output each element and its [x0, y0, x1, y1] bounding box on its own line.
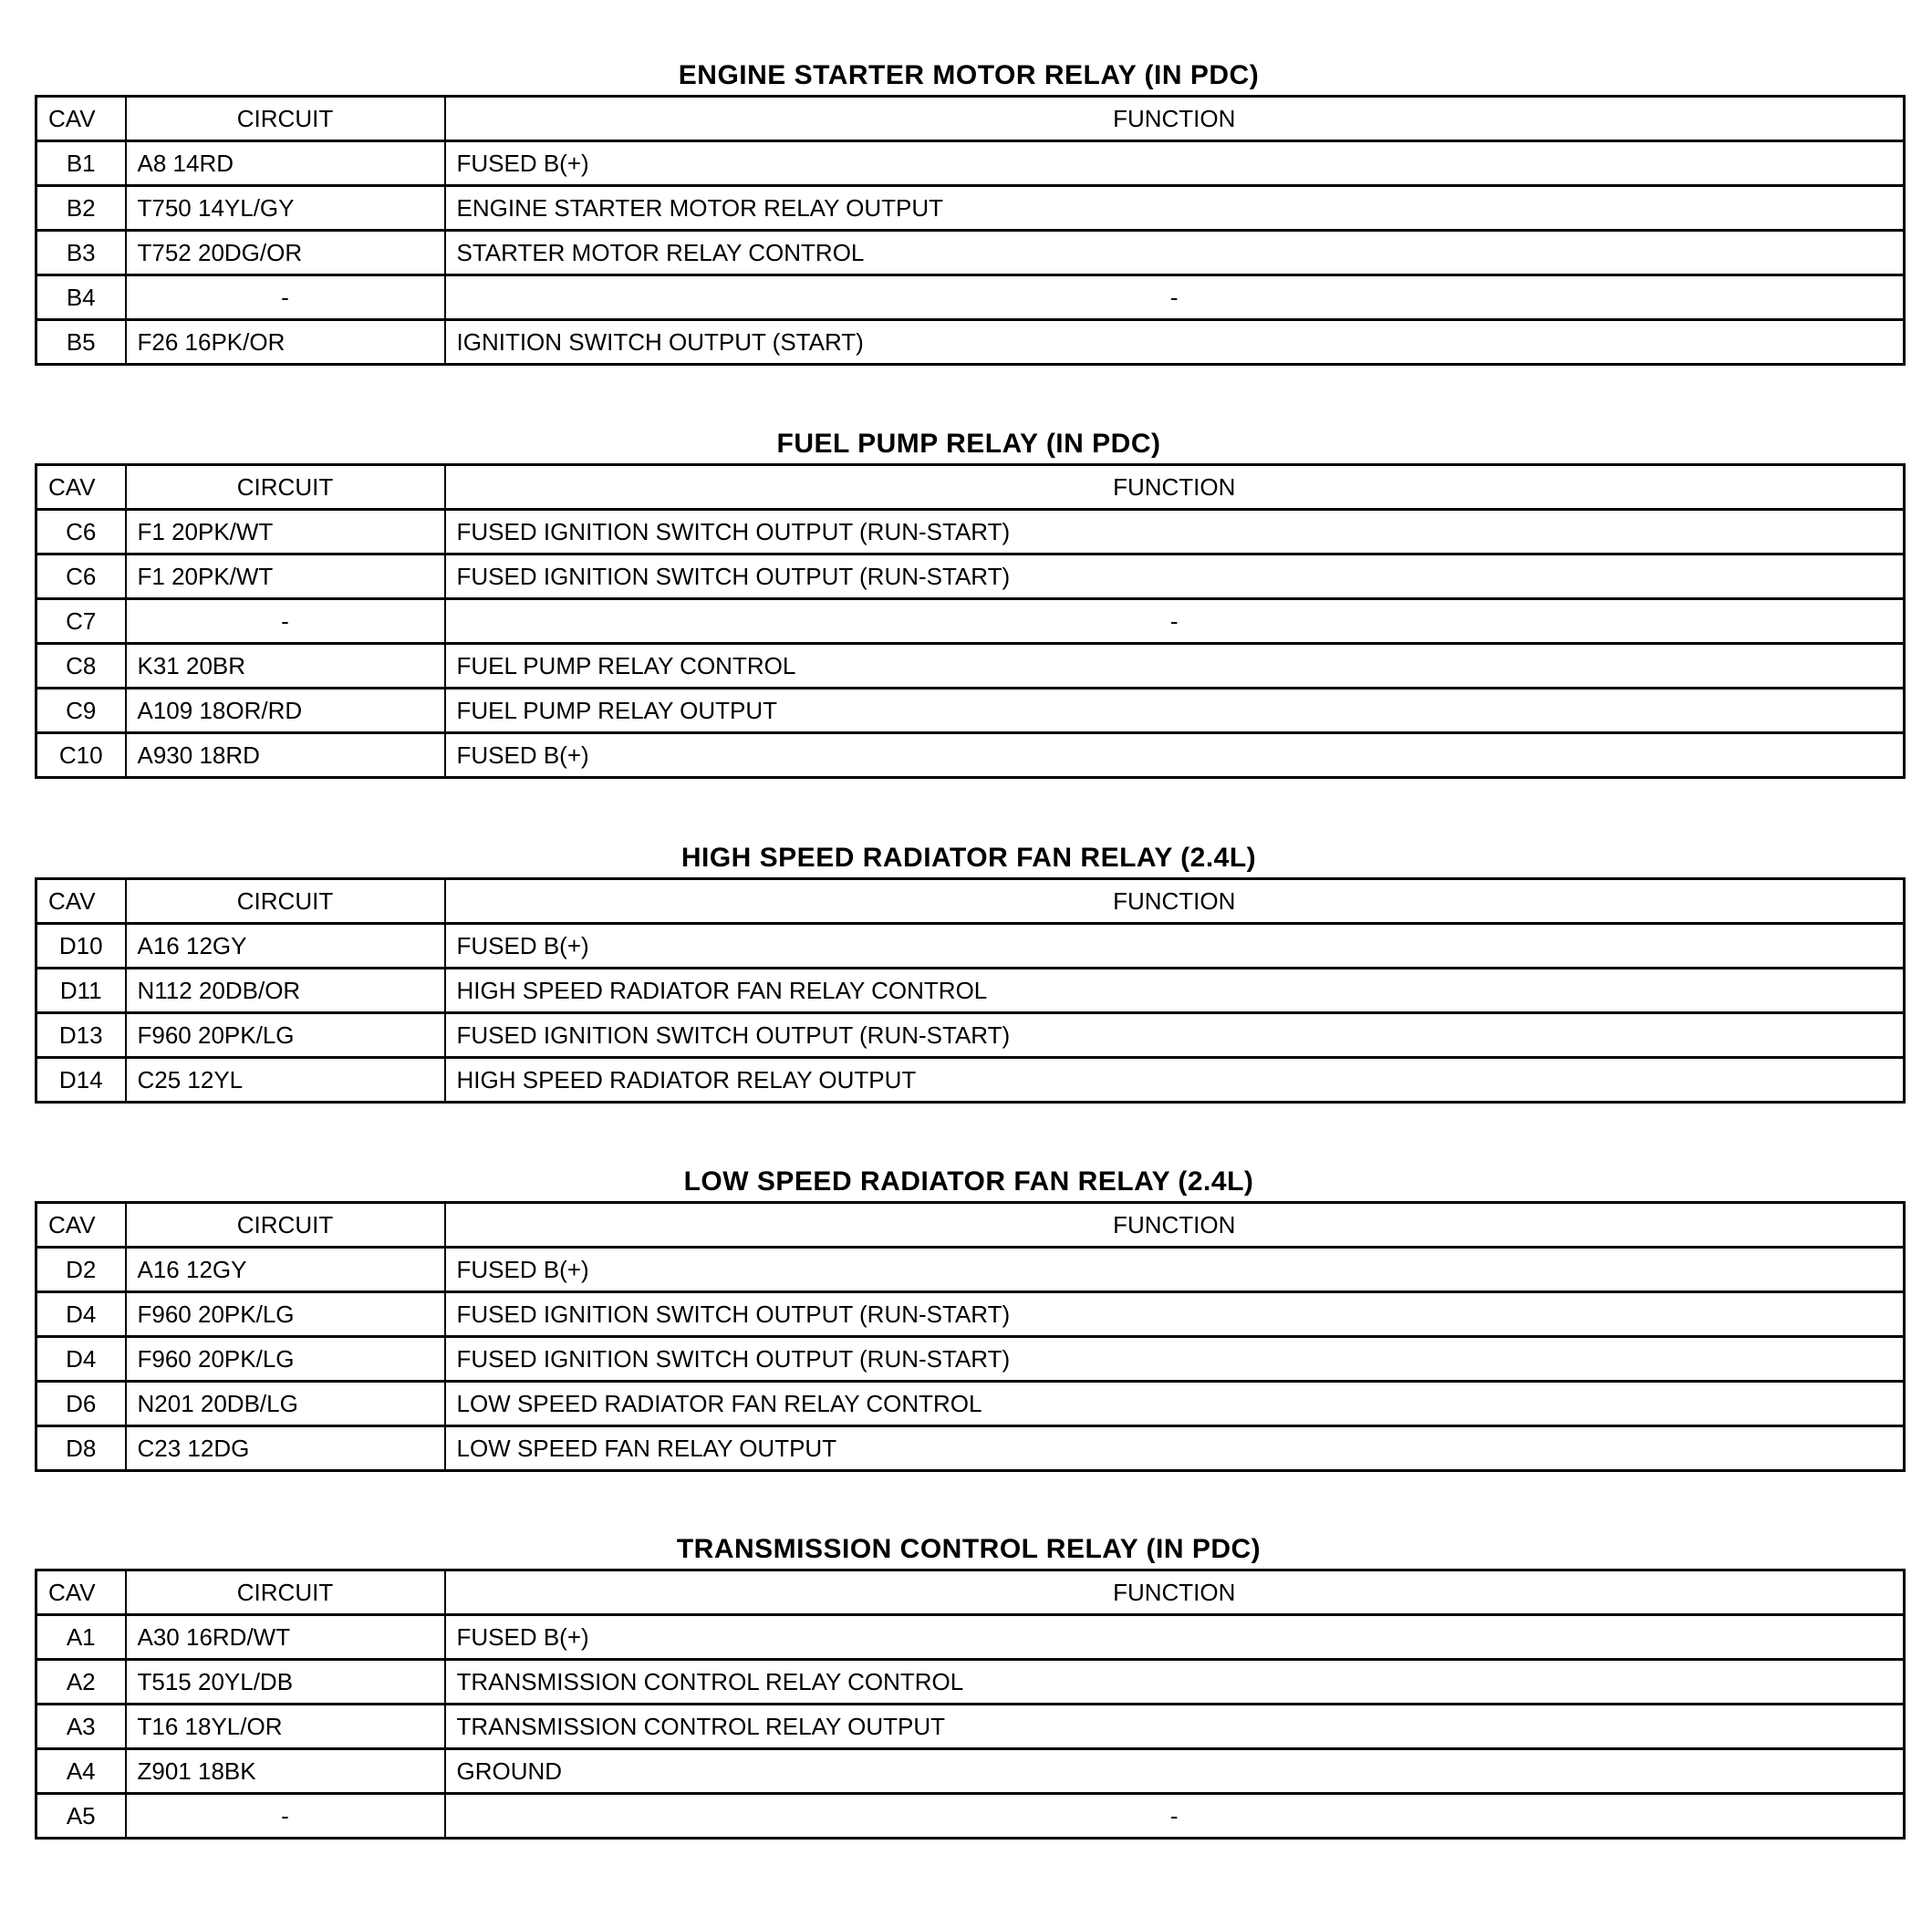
cav-cell: D2	[36, 1248, 126, 1292]
header-cav: CAV	[36, 1203, 126, 1248]
circuit-cell: F1 20PK/WT	[126, 510, 445, 554]
circuit-cell: K31 20BR	[126, 644, 445, 689]
cav-cell: A5	[36, 1794, 126, 1839]
table-row	[36, 689, 1905, 733]
header-function: FUNCTION	[445, 97, 1905, 141]
circuit-cell: A109 18OR/RD	[126, 689, 445, 733]
function-cell: FUEL PUMP RELAY OUTPUT	[445, 689, 1905, 733]
circuit-cell: -	[126, 1794, 445, 1839]
function-cell: TRANSMISSION CONTROL RELAY OUTPUT	[445, 1705, 1905, 1749]
table-row	[36, 1292, 1905, 1337]
circuit-cell: T752 20DG/OR	[126, 231, 445, 275]
function-cell: FUSED B(+)	[445, 141, 1905, 186]
section-title: FUEL PUMP RELAY (IN PDC)	[776, 429, 1161, 459]
function-cell: FUEL PUMP RELAY CONTROL	[445, 644, 1905, 689]
function-cell: FUSED B(+)	[445, 1615, 1905, 1660]
circuit-cell: A8 14RD	[126, 141, 445, 186]
table-row	[36, 1426, 1905, 1471]
header-function: FUNCTION	[445, 1570, 1905, 1615]
cav-cell: A2	[36, 1660, 126, 1705]
function-cell: FUSED B(+)	[445, 733, 1905, 778]
circuit-cell: F960 20PK/LG	[126, 1337, 445, 1382]
header-function: FUNCTION	[445, 879, 1905, 924]
section-title: HIGH SPEED RADIATOR FAN RELAY (2.4L)	[680, 843, 1257, 873]
cav-cell: C8	[36, 644, 126, 689]
circuit-cell: A16 12GY	[126, 924, 445, 969]
pinout-table	[35, 95, 1906, 366]
circuit-cell: -	[126, 275, 445, 320]
table-row	[36, 320, 1905, 365]
function-cell: HIGH SPEED RADIATOR RELAY OUTPUT	[445, 1058, 1905, 1103]
cav-cell: C6	[36, 554, 126, 599]
table-header-row	[36, 1203, 1905, 1248]
header-cav: CAV	[36, 1570, 126, 1615]
header-function: FUNCTION	[445, 1203, 1905, 1248]
function-cell: FUSED IGNITION SWITCH OUTPUT (RUN-START)	[445, 1292, 1905, 1337]
cav-cell: B4	[36, 275, 126, 320]
table-row	[36, 1382, 1905, 1426]
cav-cell: D13	[36, 1013, 126, 1058]
header-function: FUNCTION	[445, 465, 1905, 510]
function-cell: IGNITION SWITCH OUTPUT (START)	[445, 320, 1905, 365]
header-cav: CAV	[36, 465, 126, 510]
function-cell: -	[445, 1794, 1905, 1839]
section-title: ENGINE STARTER MOTOR RELAY (IN PDC)	[678, 60, 1260, 90]
cav-cell: B1	[36, 141, 126, 186]
pinout-table	[35, 1201, 1906, 1472]
cav-cell: C6	[36, 510, 126, 554]
circuit-cell: F26 16PK/OR	[126, 320, 445, 365]
table-row	[36, 231, 1905, 275]
circuit-cell: A930 18RD	[126, 733, 445, 778]
circuit-cell: C25 12YL	[126, 1058, 445, 1103]
cav-cell: D4	[36, 1337, 126, 1382]
table-row	[36, 1705, 1905, 1749]
circuit-cell: -	[126, 599, 445, 644]
table-row	[36, 733, 1905, 778]
table-row	[36, 1013, 1905, 1058]
cav-cell: B3	[36, 231, 126, 275]
function-cell: FUSED B(+)	[445, 1248, 1905, 1292]
function-cell: FUSED IGNITION SWITCH OUTPUT (RUN-START)	[445, 554, 1905, 599]
function-cell: FUSED B(+)	[445, 924, 1905, 969]
header-circuit: CIRCUIT	[126, 1570, 445, 1615]
table-row	[36, 186, 1905, 231]
table-row	[36, 1794, 1905, 1839]
cav-cell: A4	[36, 1749, 126, 1794]
pinout-table	[35, 463, 1906, 779]
table-row	[36, 275, 1905, 320]
header-cav: CAV	[36, 97, 126, 141]
cav-cell: D10	[36, 924, 126, 969]
section-title: TRANSMISSION CONTROL RELAY (IN PDC)	[676, 1534, 1262, 1564]
cav-cell: D4	[36, 1292, 126, 1337]
table-row	[36, 1749, 1905, 1794]
cav-cell: D14	[36, 1058, 126, 1103]
circuit-cell: F960 20PK/LG	[126, 1292, 445, 1337]
function-cell: ENGINE STARTER MOTOR RELAY OUTPUT	[445, 186, 1905, 231]
circuit-cell: Z901 18BK	[126, 1749, 445, 1794]
header-circuit: CIRCUIT	[126, 465, 445, 510]
circuit-cell: A30 16RD/WT	[126, 1615, 445, 1660]
table-row	[36, 1058, 1905, 1103]
table-row	[36, 1660, 1905, 1705]
circuit-cell: N112 20DB/OR	[126, 969, 445, 1013]
function-cell: FUSED IGNITION SWITCH OUTPUT (RUN-START)	[445, 1337, 1905, 1382]
circuit-cell: T16 18YL/OR	[126, 1705, 445, 1749]
table-header-row	[36, 1570, 1905, 1615]
circuit-cell: T515 20YL/DB	[126, 1660, 445, 1705]
function-cell: LOW SPEED FAN RELAY OUTPUT	[445, 1426, 1905, 1471]
circuit-cell: F1 20PK/WT	[126, 554, 445, 599]
table-row	[36, 141, 1905, 186]
cav-cell: D11	[36, 969, 126, 1013]
function-cell: -	[445, 599, 1905, 644]
cav-cell: C10	[36, 733, 126, 778]
table-row	[36, 1337, 1905, 1382]
cav-cell: C7	[36, 599, 126, 644]
cav-cell: A3	[36, 1705, 126, 1749]
header-cav: CAV	[36, 879, 126, 924]
circuit-cell: F960 20PK/LG	[126, 1013, 445, 1058]
cav-cell: D6	[36, 1382, 126, 1426]
function-cell: LOW SPEED RADIATOR FAN RELAY CONTROL	[445, 1382, 1905, 1426]
pinout-table	[35, 1569, 1906, 1840]
function-cell: HIGH SPEED RADIATOR FAN RELAY CONTROL	[445, 969, 1905, 1013]
circuit-cell: N201 20DB/LG	[126, 1382, 445, 1426]
circuit-cell: T750 14YL/GY	[126, 186, 445, 231]
table-row	[36, 554, 1905, 599]
cav-cell: A1	[36, 1615, 126, 1660]
cav-cell: B5	[36, 320, 126, 365]
header-circuit: CIRCUIT	[126, 1203, 445, 1248]
table-row	[36, 924, 1905, 969]
cav-cell: D8	[36, 1426, 126, 1471]
table-row	[36, 1248, 1905, 1292]
table-row	[36, 969, 1905, 1013]
section-title: LOW SPEED RADIATOR FAN RELAY (2.4L)	[683, 1166, 1254, 1197]
function-cell: GROUND	[445, 1749, 1905, 1794]
function-cell: FUSED IGNITION SWITCH OUTPUT (RUN-START)	[445, 510, 1905, 554]
header-circuit: CIRCUIT	[126, 97, 445, 141]
table-header-row	[36, 97, 1905, 141]
table-row	[36, 644, 1905, 689]
table-row	[36, 1615, 1905, 1660]
function-cell: TRANSMISSION CONTROL RELAY CONTROL	[445, 1660, 1905, 1705]
cav-cell: B2	[36, 186, 126, 231]
circuit-cell: A16 12GY	[126, 1248, 445, 1292]
table-header-row	[36, 879, 1905, 924]
table-header-row	[36, 465, 1905, 510]
circuit-cell: C23 12DG	[126, 1426, 445, 1471]
table-row	[36, 599, 1905, 644]
table-row	[36, 510, 1905, 554]
cav-cell: C9	[36, 689, 126, 733]
pinout-table	[35, 877, 1906, 1104]
header-circuit: CIRCUIT	[126, 879, 445, 924]
function-cell: STARTER MOTOR RELAY CONTROL	[445, 231, 1905, 275]
function-cell: FUSED IGNITION SWITCH OUTPUT (RUN-START)	[445, 1013, 1905, 1058]
function-cell: -	[445, 275, 1905, 320]
